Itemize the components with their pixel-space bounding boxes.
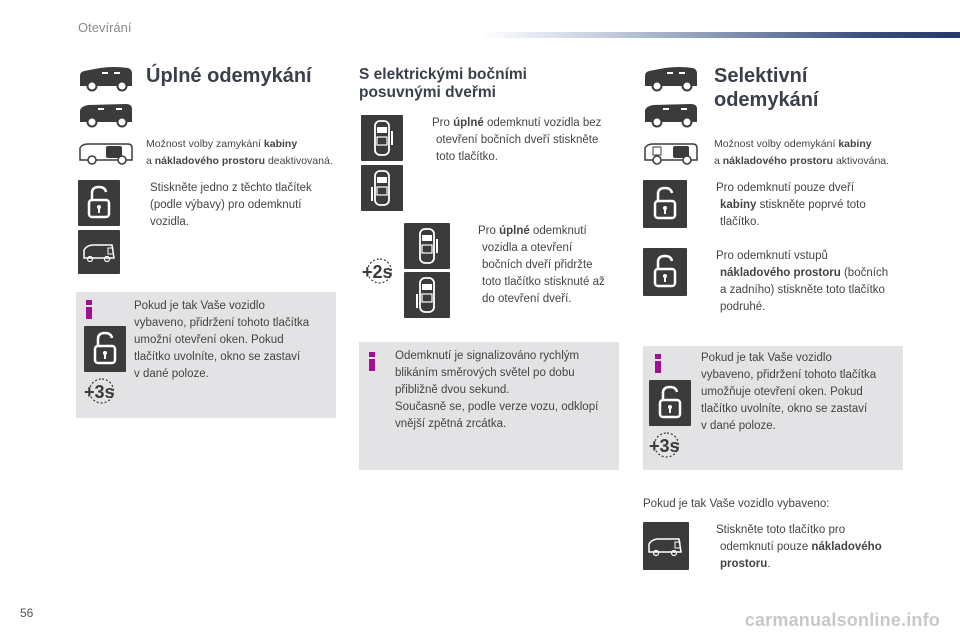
lock-open-icon [78,180,120,226]
svg-text:+3s: +3s [649,436,680,456]
col3-title: Selektivní odemykání [714,65,819,111]
lock-open-icon [643,180,687,228]
hold-timer-icon [645,430,691,460]
header-gradient-bar [480,32,960,38]
col1-step: Stiskněte jedno z těchto tlačítek (podle výbavy) pro odemknutí vozidla. [150,182,312,228]
info-icon [86,300,92,319]
van-cargo-icon [643,140,699,166]
col2-info-box [359,342,619,470]
svg-text:+3s: +3s [84,382,115,402]
van-cargo-icon [78,140,134,166]
info-icon [655,354,661,373]
col3-info-box [643,346,903,470]
van-icon [78,64,134,92]
col3-info-text: Pokud je tak Vaše vozidlo vybaveno, přidržení tohoto tlačítka umožňuje otevření oken. Pokud tlačítko uvolníte, okno se zastaví v dané poloze. [701,352,877,432]
van-side-icon [643,100,699,128]
van-icon [643,64,699,92]
col1-title: Úplné odemykání [146,65,312,87]
col3-step1: Pro odemknutí pouze dveří kabiny stiskněte poprvé toto tlačítko. [716,182,866,228]
col3-option-text: Možnost volby odemykání kabiny a nákladového prostoru aktivována. [714,138,890,167]
col1-info-box [76,292,336,418]
col2-title: S elektrickými bočními posuvnými dveřmi [359,66,527,101]
col3-extra-intro: Pokud je tak Vaše vozidlo vybaveno: [643,498,830,510]
col3-extra-step: Stiskněte toto tlačítko pro odemknutí pouze nákladového prostoru. [716,524,882,570]
van-key-icon [78,230,120,274]
sliding-door-icon [404,272,450,318]
hold-timer-icon [80,376,126,406]
section-header: Otevírání [78,20,132,35]
lock-open-icon [649,380,691,426]
watermark: carmanualsonline.info [744,610,940,630]
col2-info-text: Odemknutí je signalizováno rychlým blikáním směrových světel po dobu přibližně dvou sekund. Současně se, podle verze vozu, odklopí vnější zpětná zrcátka. [395,350,599,430]
info-icon [369,352,375,371]
col2-step1: Pro úplné odemknutí vozidla bez otevření bočních dveří stiskněte toto tlačítko. [432,117,602,163]
sliding-door-icon [361,115,403,161]
col1-info-text: Pokud je tak Vaše vozidlo vybaveno, přidržení tohoto tlačítka umožní otevření oken. Pokud tlačítko uvolníte, okno se zastaví v dané poloze. [134,300,310,380]
lock-open-icon [643,248,687,296]
hold-timer-icon [358,256,404,286]
cargo-door-icon [643,522,689,570]
page-number: 56 [20,606,34,620]
col2-step2: Pro úplné odemknutí vozidla a otevření bočních dveří přidržte toto tlačítko stisknuté až do otevření dveří. [478,225,605,305]
lock-open-icon [84,326,126,372]
col1-option-text: Možnost volby zamykání kabiny a nákladového prostoru deaktivovaná. [146,138,333,167]
svg-text:+2s: +2s [362,262,393,282]
col3-step2: Pro odemknutí vstupů nákladového prostoru (bočních a zadního) stiskněte toto tlačítko podruhé. [716,250,889,313]
sliding-door-icon [361,165,403,211]
van-side-icon [78,100,134,128]
sliding-door-icon [404,223,450,269]
